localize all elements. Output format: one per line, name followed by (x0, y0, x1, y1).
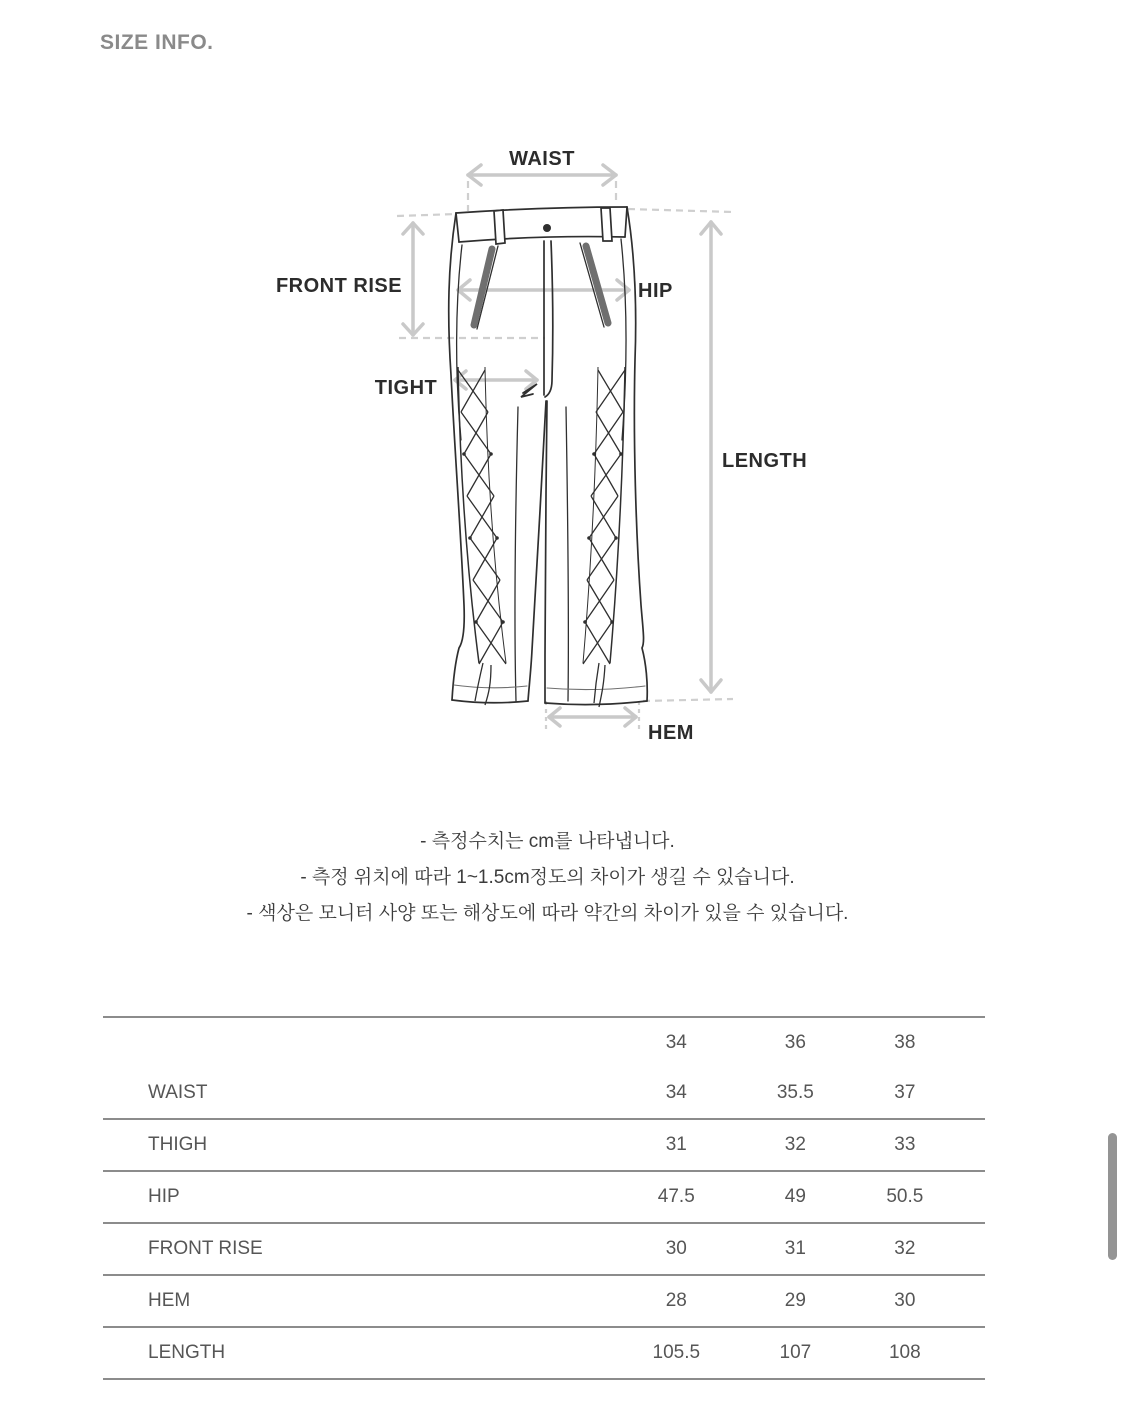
pocket-zips (474, 246, 608, 325)
size-column-header (103, 1017, 615, 1068)
row-label: HIP (148, 1186, 180, 1207)
cell-value: 34 (665, 1082, 687, 1103)
table-row (103, 1327, 985, 1379)
size-column-header: 38 (894, 1032, 916, 1053)
length-label: LENGTH (722, 450, 808, 472)
table-row (103, 1068, 985, 1119)
row-label: FRONT RISE (148, 1238, 263, 1259)
measure-arrows (403, 165, 721, 726)
row-label: THIGH (148, 1134, 208, 1155)
cell-value: 33 (894, 1134, 916, 1155)
cell-value: 49 (784, 1186, 806, 1207)
size-column-header: 34 (665, 1032, 687, 1053)
size-table (103, 1016, 985, 1380)
table-row (103, 1275, 985, 1327)
tight-label: TIGHT (374, 377, 438, 399)
cell-value: 28 (665, 1290, 687, 1311)
dashed-guides (397, 181, 733, 731)
cell-value: 30 (894, 1290, 916, 1311)
cell-value: 107 (779, 1342, 812, 1363)
table-row (103, 1119, 985, 1171)
scrollbar-thumb[interactable] (1108, 1133, 1117, 1260)
measurement-notes (0, 824, 1095, 932)
lace-up-details (458, 367, 625, 707)
cell-value: 32 (784, 1134, 806, 1155)
note-line: - 측정 위치에 따라 1~1.5cm정도의 차이가 생길 수 있습니다. (300, 867, 795, 888)
pants-measurement-diagram (265, 135, 825, 775)
front-rise-label: FRONT RISE (275, 275, 403, 297)
cell-value: 29 (784, 1290, 806, 1311)
size-column-header: 36 (784, 1032, 806, 1053)
note-line: - 측정수치는 cm를 나타냅니다. (420, 831, 675, 852)
pants-diagram-svg (265, 135, 825, 775)
hip-label: HIP (638, 280, 673, 302)
row-label: LENGTH (148, 1342, 226, 1363)
cell-value: 47.5 (657, 1186, 695, 1207)
size-table-header-row (103, 1017, 985, 1068)
cell-value: 31 (784, 1238, 806, 1259)
page-title: SIZE INFO. (100, 31, 214, 54)
table-row (103, 1223, 985, 1275)
cell-value: 31 (665, 1134, 687, 1155)
cell-value: 108 (888, 1342, 921, 1363)
cell-value: 30 (665, 1238, 687, 1259)
hem-label: HEM (648, 722, 694, 744)
waist-label: WAIST (509, 148, 575, 170)
cell-value: 50.5 (886, 1186, 924, 1207)
table-row (103, 1171, 985, 1223)
note-line: - 색상은 모니터 사양 또는 해상도에 따라 약간의 차이가 있을 수 있습니다. (246, 903, 849, 924)
row-label: WAIST (148, 1082, 208, 1103)
cell-value: 32 (894, 1238, 916, 1259)
cell-value: 105.5 (652, 1342, 701, 1363)
row-label: HEM (148, 1290, 191, 1311)
cell-value: 35.5 (776, 1082, 814, 1103)
cell-value: 37 (894, 1082, 916, 1103)
